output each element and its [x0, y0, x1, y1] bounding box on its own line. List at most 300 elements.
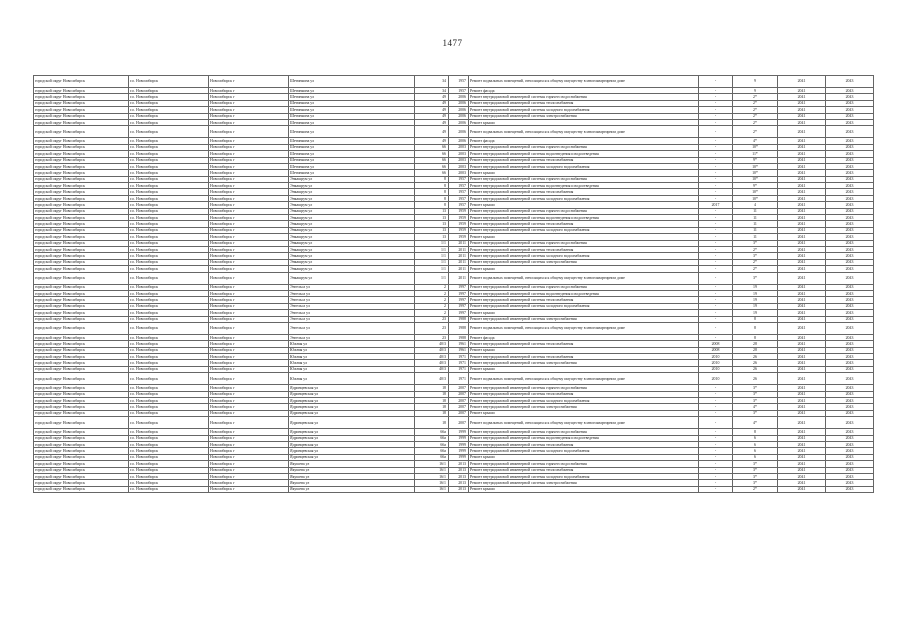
wear-cell: 19	[733, 290, 778, 296]
plan-end-year-cell: 2043	[826, 170, 874, 176]
last-repair-year-cell: -	[699, 297, 733, 303]
municipality-cell: городской округ Новосибирск	[34, 113, 129, 119]
plan-end-year-cell: 2043	[826, 435, 874, 441]
work-type-cell: Ремонт внутридомовой инженерной системы холодного водоснабжения	[469, 473, 699, 479]
plan-start-year-cell: 2041	[778, 234, 826, 240]
city-cell: Новосибирск г	[209, 404, 289, 410]
house-number-cell: 40/3	[415, 347, 449, 353]
municipality-cell: городской округ Новосибирск	[34, 467, 129, 473]
street-cell: Энгельса ул	[289, 297, 415, 303]
work-type-cell: Ремонт внутридомовой инженерной системы электроснабжения	[469, 480, 699, 486]
work-type-cell: Ремонт крыши	[469, 119, 699, 125]
wear-cell: 2*	[733, 486, 778, 492]
plan-end-year-cell: 2043	[826, 259, 874, 265]
last-repair-year-cell: -	[699, 435, 733, 441]
work-type-cell: Ремонт внутридомовой инженерной системы теплоснабжения	[469, 189, 699, 195]
municipality-cell: городской округ Новосибирск	[34, 448, 129, 454]
district-cell: г.о. Новосибирск	[129, 163, 209, 169]
house-number-cell: 1/1	[415, 253, 449, 259]
district-cell: г.о. Новосибирск	[129, 221, 209, 227]
district-cell: г.о. Новосибирск	[129, 157, 209, 163]
plan-start-year-cell: 2041	[778, 429, 826, 435]
last-repair-year-cell: -	[699, 486, 733, 492]
city-cell: Новосибирск г	[209, 417, 289, 429]
wear-cell: 3*	[733, 253, 778, 259]
last-repair-year-cell: -	[699, 322, 733, 334]
district-cell: г.о. Новосибирск	[129, 208, 209, 214]
plan-start-year-cell: 2041	[778, 138, 826, 144]
municipality-cell: городской округ Новосибирск	[34, 259, 129, 265]
build-year-cell: 1999	[449, 435, 469, 441]
build-year-cell: 2006	[449, 126, 469, 138]
house-number-cell: 16/1	[415, 486, 449, 492]
municipality-cell: городской округ Новосибирск	[34, 334, 129, 340]
city-cell: Новосибирск г	[209, 347, 289, 353]
wear-cell: 9	[733, 76, 778, 88]
district-cell: г.о. Новосибирск	[129, 410, 209, 416]
plan-end-year-cell: 2043	[826, 107, 874, 113]
build-year-cell: 2007	[449, 385, 469, 391]
city-cell: Новосибирск г	[209, 170, 289, 176]
house-number-cell: 49	[415, 107, 449, 113]
city-cell: Новосибирск г	[209, 322, 289, 334]
wear-cell: 19	[733, 310, 778, 316]
district-cell: г.о. Новосибирск	[129, 297, 209, 303]
city-cell: Новосибирск г	[209, 473, 289, 479]
street-cell: Шетинкина ул	[289, 113, 415, 119]
plan-start-year-cell: 2041	[778, 310, 826, 316]
plan-start-year-cell: 2041	[778, 208, 826, 214]
city-cell: Новосибирск г	[209, 461, 289, 467]
build-year-cell: 1959	[449, 234, 469, 240]
build-year-cell: 1957	[449, 189, 469, 195]
wear-cell: 3*	[733, 272, 778, 284]
district-cell: г.о. Новосибирск	[129, 435, 209, 441]
municipality-cell: городской округ Новосибирск	[34, 183, 129, 189]
district-cell: г.о. Новосибирск	[129, 138, 209, 144]
wear-cell: 3*	[733, 398, 778, 404]
plan-end-year-cell: 2043	[826, 195, 874, 201]
last-repair-year-cell: -	[699, 76, 733, 88]
city-cell: Новосибирск г	[209, 429, 289, 435]
municipality-cell: городской округ Новосибирск	[34, 385, 129, 391]
wear-cell: 10*	[733, 144, 778, 150]
city-cell: Новосибирск г	[209, 385, 289, 391]
street-cell: Энкашрум ул	[289, 234, 415, 240]
district-cell: г.о. Новосибирск	[129, 119, 209, 125]
last-repair-year-cell: -	[699, 107, 733, 113]
wear-cell: 3*	[733, 480, 778, 486]
work-type-cell: Ремонт внутридомовой инженерной системы горячего водоснабжения	[469, 240, 699, 246]
build-year-cell: 1957	[449, 183, 469, 189]
city-cell: Новосибирск г	[209, 303, 289, 309]
district-cell: г.о. Новосибирск	[129, 113, 209, 119]
house-number-cell: 1/1	[415, 266, 449, 272]
street-cell: Якушева ул	[289, 461, 415, 467]
build-year-cell: 2013	[449, 480, 469, 486]
house-number-cell: 16/1	[415, 467, 449, 473]
municipality-cell: городской округ Новосибирск	[34, 246, 129, 252]
house-number-cell: 23	[415, 322, 449, 334]
wear-cell: 4*	[733, 417, 778, 429]
work-type-cell: Ремонт крыши	[469, 486, 699, 492]
city-cell: Новосибирск г	[209, 202, 289, 208]
city-cell: Новосибирск г	[209, 195, 289, 201]
wear-cell: 6	[733, 435, 778, 441]
city-cell: Новосибирск г	[209, 100, 289, 106]
plan-end-year-cell: 2043	[826, 246, 874, 252]
house-number-cell: 40/3	[415, 341, 449, 347]
plan-start-year-cell: 2041	[778, 259, 826, 265]
wear-cell: 11	[733, 227, 778, 233]
municipality-cell: городской округ Новосибирск	[34, 373, 129, 385]
plan-end-year-cell: 2043	[826, 189, 874, 195]
work-type-cell: Ремонт фасада	[469, 88, 699, 94]
work-type-cell: Ремонт крыши	[469, 454, 699, 460]
house-number-cell: 66	[415, 163, 449, 169]
build-year-cell: 2013	[449, 461, 469, 467]
plan-end-year-cell: 2043	[826, 208, 874, 214]
plan-start-year-cell: 2041	[778, 221, 826, 227]
district-cell: г.о. Новосибирск	[129, 441, 209, 447]
plan-end-year-cell: 2043	[826, 473, 874, 479]
municipality-cell: городской округ Новосибирск	[34, 272, 129, 284]
municipality-cell: городской округ Новосибирск	[34, 297, 129, 303]
plan-end-year-cell: 2043	[826, 290, 874, 296]
plan-start-year-cell: 2041	[778, 100, 826, 106]
house-number-cell: 66а	[415, 429, 449, 435]
last-repair-year-cell: -	[699, 170, 733, 176]
build-year-cell: 1971	[449, 366, 469, 372]
last-repair-year-cell: -	[699, 88, 733, 94]
municipality-cell: городской округ Новосибирск	[34, 429, 129, 435]
build-year-cell: 2011	[449, 272, 469, 284]
city-cell: Новосибирск г	[209, 88, 289, 94]
repair-schedule-table	[33, 75, 874, 493]
house-number-cell: 34	[415, 88, 449, 94]
city-cell: Новосибирск г	[209, 310, 289, 316]
plan-start-year-cell: 2041	[778, 347, 826, 353]
plan-end-year-cell: 2043	[826, 441, 874, 447]
street-cell: Южная ул	[289, 366, 415, 372]
plan-start-year-cell: 2041	[778, 385, 826, 391]
municipality-cell: городской округ Новосибирск	[34, 354, 129, 360]
build-year-cell: 2011	[449, 253, 469, 259]
house-number-cell: 13	[415, 221, 449, 227]
work-type-cell: Ремонт внутридомовой инженерной системы теплоснабжения	[469, 246, 699, 252]
plan-end-year-cell: 2043	[826, 385, 874, 391]
build-year-cell: 2003	[449, 170, 469, 176]
street-cell: Энгельса ул	[289, 290, 415, 296]
plan-start-year-cell: 2041	[778, 202, 826, 208]
city-cell: Новосибирск г	[209, 284, 289, 290]
plan-start-year-cell: 2041	[778, 410, 826, 416]
build-year-cell: 2011	[449, 266, 469, 272]
work-type-cell: Ремонт внутридомовой инженерной системы водоотведения и водоотведения	[469, 151, 699, 157]
city-cell: Новосибирск г	[209, 119, 289, 125]
city-cell: Новосибирск г	[209, 448, 289, 454]
wear-cell: 11*	[733, 151, 778, 157]
plan-end-year-cell: 2043	[826, 234, 874, 240]
plan-start-year-cell: 2041	[778, 480, 826, 486]
build-year-cell: 1997	[449, 303, 469, 309]
street-cell: Якушева ул	[289, 473, 415, 479]
last-repair-year-cell: -	[699, 183, 733, 189]
municipality-cell: городской округ Новосибирск	[34, 266, 129, 272]
house-number-cell: 49	[415, 138, 449, 144]
build-year-cell: 2003	[449, 151, 469, 157]
house-number-cell: 49	[415, 113, 449, 119]
work-type-cell: Ремонт фасада	[469, 334, 699, 340]
plan-start-year-cell: 2041	[778, 266, 826, 272]
plan-start-year-cell: 2041	[778, 215, 826, 221]
build-year-cell: 2007	[449, 417, 469, 429]
last-repair-year-cell: -	[699, 398, 733, 404]
last-repair-year-cell: -	[699, 221, 733, 227]
work-type-cell: Ремонт внутридомовой инженерной системы холодного водоснабжения	[469, 253, 699, 259]
house-number-cell: 40/3	[415, 354, 449, 360]
wear-cell: 11	[733, 208, 778, 214]
municipality-cell: городской округ Новосибирск	[34, 144, 129, 150]
last-repair-year-cell: -	[699, 316, 733, 322]
district-cell: г.о. Новосибирск	[129, 486, 209, 492]
wear-cell: 2*	[733, 259, 778, 265]
municipality-cell: городской округ Новосибирск	[34, 454, 129, 460]
plan-start-year-cell: 2041	[778, 195, 826, 201]
last-repair-year-cell: -	[699, 404, 733, 410]
district-cell: г.о. Новосибирск	[129, 144, 209, 150]
district-cell: г.о. Новосибирск	[129, 151, 209, 157]
house-number-cell: 13	[415, 227, 449, 233]
municipality-cell: городской округ Новосибирск	[34, 461, 129, 467]
wear-cell: 3*	[733, 240, 778, 246]
wear-cell: 3*	[733, 473, 778, 479]
work-type-cell: Ремонт внутридомовой инженерной системы теплоснабжения	[469, 467, 699, 473]
plan-end-year-cell: 2043	[826, 297, 874, 303]
street-cell: Шетинкина ул	[289, 126, 415, 138]
house-number-cell: 13	[415, 215, 449, 221]
work-type-cell: Ремонт внутридомовой инженерной системы горячего водоснабжения	[469, 429, 699, 435]
last-repair-year-cell: 2010	[699, 366, 733, 372]
plan-start-year-cell: 2041	[778, 316, 826, 322]
plan-end-year-cell: 2043	[826, 303, 874, 309]
district-cell: г.о. Новосибирск	[129, 454, 209, 460]
last-repair-year-cell: -	[699, 303, 733, 309]
work-type-cell: Ремонт подвальных помещений, относящихся к общему имуществу в многоквартирном доме	[469, 417, 699, 429]
plan-start-year-cell: 2041	[778, 473, 826, 479]
district-cell: г.о. Новосибирск	[129, 284, 209, 290]
city-cell: Новосибирск г	[209, 246, 289, 252]
municipality-cell: городской округ Новосибирск	[34, 170, 129, 176]
municipality-cell: городской округ Новосибирск	[34, 347, 129, 353]
city-cell: Новосибирск г	[209, 221, 289, 227]
build-year-cell: 2007	[449, 410, 469, 416]
last-repair-year-cell: -	[699, 391, 733, 397]
work-type-cell: Ремонт внутридомовой инженерной системы теплоснабжения	[469, 157, 699, 163]
municipality-cell: городской округ Новосибирск	[34, 398, 129, 404]
plan-end-year-cell: 2043	[826, 266, 874, 272]
last-repair-year-cell: -	[699, 163, 733, 169]
build-year-cell: 1957	[449, 88, 469, 94]
build-year-cell: 1961	[449, 341, 469, 347]
district-cell: г.о. Новосибирск	[129, 366, 209, 372]
work-type-cell: Ремонт внутридомовой инженерной системы холодного водоснабжения	[469, 448, 699, 454]
build-year-cell: 1999	[449, 454, 469, 460]
district-cell: г.о. Новосибирск	[129, 272, 209, 284]
work-type-cell: Ремонт внутридомовой инженерной системы холодного водоснабжения	[469, 163, 699, 169]
last-repair-year-cell: -	[699, 473, 733, 479]
plan-end-year-cell: 2043	[826, 88, 874, 94]
plan-end-year-cell: 2043	[826, 360, 874, 366]
house-number-cell: 2	[415, 303, 449, 309]
district-cell: г.о. Новосибирск	[129, 347, 209, 353]
district-cell: г.о. Новосибирск	[129, 354, 209, 360]
house-number-cell: 18	[415, 417, 449, 429]
work-type-cell: Ремонт внутридомовой инженерной системы водоотведения и водоотведения	[469, 183, 699, 189]
district-cell: г.о. Новосибирск	[129, 215, 209, 221]
last-repair-year-cell: -	[699, 126, 733, 138]
house-number-cell: 49	[415, 126, 449, 138]
plan-end-year-cell: 2043	[826, 227, 874, 233]
district-cell: г.о. Новосибирск	[129, 195, 209, 201]
table-row	[34, 272, 874, 284]
district-cell: г.о. Новосибирск	[129, 467, 209, 473]
last-repair-year-cell: -	[699, 119, 733, 125]
street-cell: Южная ул	[289, 360, 415, 366]
district-cell: г.о. Новосибирск	[129, 417, 209, 429]
work-type-cell: Ремонт крыши	[469, 234, 699, 240]
city-cell: Новосибирск г	[209, 435, 289, 441]
build-year-cell: 2006	[449, 113, 469, 119]
plan-start-year-cell: 2041	[778, 76, 826, 88]
district-cell: г.о. Новосибирск	[129, 259, 209, 265]
district-cell: г.о. Новосибирск	[129, 360, 209, 366]
house-number-cell: 1/1	[415, 272, 449, 284]
house-number-cell: 40/3	[415, 366, 449, 372]
house-number-cell: 2	[415, 290, 449, 296]
wear-cell: 3*	[733, 461, 778, 467]
work-type-cell: Ремонт внутридомовой инженерной системы водоотведения и водоотведения	[469, 215, 699, 221]
last-repair-year-cell: -	[699, 417, 733, 429]
plan-end-year-cell: 2043	[826, 391, 874, 397]
last-repair-year-cell: -	[699, 215, 733, 221]
last-repair-year-cell: -	[699, 227, 733, 233]
build-year-cell: 2013	[449, 473, 469, 479]
last-repair-year-cell: -	[699, 144, 733, 150]
plan-start-year-cell: 2041	[778, 176, 826, 182]
plan-end-year-cell: 2043	[826, 202, 874, 208]
city-cell: Новосибирск г	[209, 208, 289, 214]
house-number-cell: 49	[415, 119, 449, 125]
last-repair-year-cell: 2008	[699, 341, 733, 347]
plan-start-year-cell: 2041	[778, 240, 826, 246]
municipality-cell: городской округ Новосибирск	[34, 310, 129, 316]
last-repair-year-cell: -	[699, 208, 733, 214]
build-year-cell: 1959	[449, 221, 469, 227]
city-cell: Новосибирск г	[209, 113, 289, 119]
wear-cell: 11	[733, 221, 778, 227]
last-repair-year-cell: -	[699, 253, 733, 259]
street-cell: Энкашрум ул	[289, 183, 415, 189]
municipality-cell: городской округ Новосибирск	[34, 486, 129, 492]
street-cell: Энгельса ул	[289, 316, 415, 322]
city-cell: Новосибирск г	[209, 454, 289, 460]
work-type-cell: Ремонт внутридомовой инженерной системы горячего водоснабжения	[469, 284, 699, 290]
build-year-cell: 2006	[449, 119, 469, 125]
house-number-cell: 18	[415, 398, 449, 404]
municipality-cell: городской округ Новосибирск	[34, 76, 129, 88]
city-cell: Новосибирск г	[209, 138, 289, 144]
work-type-cell: Ремонт крыши	[469, 202, 699, 208]
wear-cell: 28	[733, 341, 778, 347]
plan-end-year-cell: 2043	[826, 94, 874, 100]
wear-cell: 9	[733, 88, 778, 94]
street-cell: Энкашрум ул	[289, 221, 415, 227]
plan-end-year-cell: 2043	[826, 100, 874, 106]
last-repair-year-cell: -	[699, 246, 733, 252]
municipality-cell: городской округ Новосибирск	[34, 253, 129, 259]
plan-end-year-cell: 2043	[826, 366, 874, 372]
last-repair-year-cell: -	[699, 441, 733, 447]
last-repair-year-cell: -	[699, 290, 733, 296]
wear-cell: 2*	[733, 119, 778, 125]
plan-end-year-cell: 2043	[826, 253, 874, 259]
street-cell: Ядринцевская ул	[289, 435, 415, 441]
wear-cell: 6	[733, 448, 778, 454]
municipality-cell: городской округ Новосибирск	[34, 227, 129, 233]
house-number-cell: 66а	[415, 435, 449, 441]
build-year-cell: 2007	[449, 391, 469, 397]
plan-end-year-cell: 2043	[826, 119, 874, 125]
house-number-cell: 23	[415, 316, 449, 322]
last-repair-year-cell: -	[699, 138, 733, 144]
build-year-cell: 2006	[449, 100, 469, 106]
district-cell: г.о. Новосибирск	[129, 322, 209, 334]
last-repair-year-cell: -	[699, 195, 733, 201]
last-repair-year-cell: -	[699, 334, 733, 340]
build-year-cell: 2013	[449, 486, 469, 492]
wear-cell: 6	[733, 454, 778, 460]
wear-cell: 8	[733, 316, 778, 322]
municipality-cell: городской округ Новосибирск	[34, 208, 129, 214]
municipality-cell: городской округ Новосибирск	[34, 157, 129, 163]
plan-end-year-cell: 2043	[826, 341, 874, 347]
wear-cell: 11	[733, 234, 778, 240]
last-repair-year-cell: 2008	[699, 347, 733, 353]
municipality-cell: городской округ Новосибирск	[34, 417, 129, 429]
district-cell: г.о. Новосибирск	[129, 253, 209, 259]
build-year-cell: 1997	[449, 290, 469, 296]
city-cell: Новосибирск г	[209, 486, 289, 492]
city-cell: Новосибирск г	[209, 410, 289, 416]
street-cell: Ядринцевская ул	[289, 404, 415, 410]
municipality-cell: городской округ Новосибирск	[34, 215, 129, 221]
build-year-cell: 2003	[449, 157, 469, 163]
district-cell: г.о. Новосибирск	[129, 126, 209, 138]
district-cell: г.о. Новосибирск	[129, 290, 209, 296]
street-cell: Энкашрум ул	[289, 266, 415, 272]
plan-start-year-cell: 2041	[778, 189, 826, 195]
city-cell: Новосибирск г	[209, 360, 289, 366]
last-repair-year-cell: 2010	[699, 373, 733, 385]
plan-end-year-cell: 2043	[826, 322, 874, 334]
house-number-cell: 13	[415, 208, 449, 214]
municipality-cell: городской округ Новосибирск	[34, 202, 129, 208]
municipality-cell: городской округ Новосибирск	[34, 100, 129, 106]
plan-end-year-cell: 2043	[826, 113, 874, 119]
work-type-cell: Ремонт подвальных помещений, относящихся к общему имуществу в многоквартирном доме	[469, 272, 699, 284]
house-number-cell: 8	[415, 195, 449, 201]
